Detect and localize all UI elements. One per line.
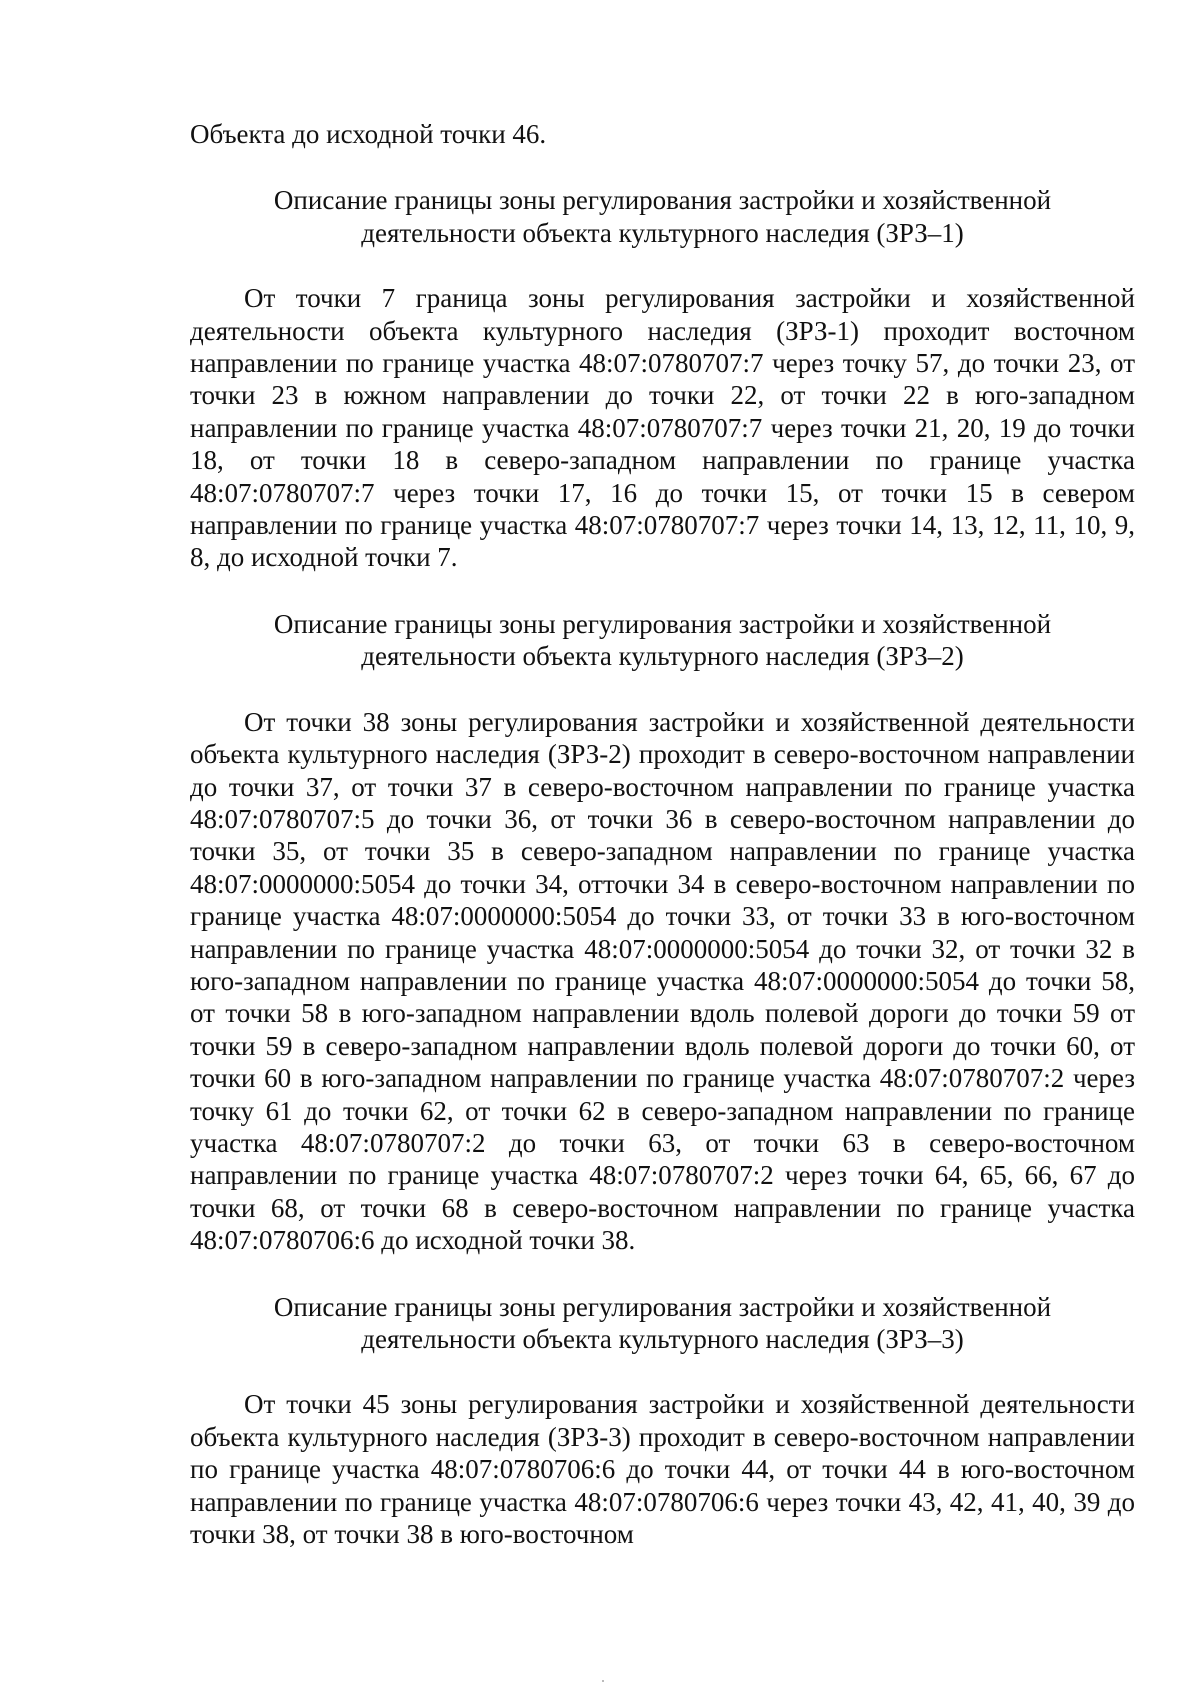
heading-line: деятельности объекта культурного наследия (ЗРЗ–2)	[361, 641, 964, 672]
scan-speck	[602, 1680, 604, 1682]
heading-line: деятельности объекта культурного наследия (ЗРЗ–3)	[361, 1324, 964, 1354]
section-heading-zrz-3	[190, 1291, 1135, 1356]
section-body-zrz-2: От точки 38 зоны регулирования застройки и хозяйственной деятельности объекта культурного наследия (ЗРЗ-2) проходит в северо-восточном направлении до точки 37, от точки 37 в северо-восточном направлении по границе участка 48:07:0780707:5 до точки 36, от точки 36 в северо-восточном направлении до точки 35, от точки 35 в северо-западном направлении по границе участка 48:07:0000000:5054 до точки 34, отточки 34 в северо-восточном направлении по границе участка 48:07:0000000:5054 до точки 33, от точки 33 в юго-восточном направлении по границе участка 48:07:0000000:5054 до точки 32, от точки 32 в юго-западном направлении по границе участка 48:07:0000000:5054 до точки 58, от точки 58 в юго-западном направлении вдоль полевой дороги до точки 59 от точки 59 в северо-западном направлении вдоль полевой дороги до точки 60, от точки 60 в юго-западном направлении по границе участка 48:07:0780707:2 через точку 61 до точки 62, от точки 62 в северо-западном направлении по границе участка 48:07:0780707:2 до точки 63, от точки 63 в северо-восточном направлении по границе участка 48:07:0780707:2 через точки 64, 65, 66, 67 до точки 68, от точки 68 в северо-восточном направлении по границе участка 48:07:0780706:6 до исходной точки 38.	[190, 706, 1135, 1256]
heading-line: Описание границы зоны регулирования застройки и хозяйственной	[273, 185, 1052, 216]
section-heading-zrz-2	[190, 608, 1135, 673]
document-page	[190, 118, 1135, 1550]
intro-line: Объекта до исходной точки 46.	[190, 119, 547, 149]
section-body-zrz-1: От точки 7 граница зоны регулирования застройки и хозяйственной деятельности объекта культурного наследия (ЗРЗ-1) проходит восточном направлении по границе участка 48:07:0780707:7 через точку 57, до точки 23, от точки 23 в южном направлении до точки 22, от точки 22 в юго-западном направлении по границе участка 48:07:0780707:7 через точки 21, 20, 19 до точки 18, от точки 18 в северо-западном направлении по границе участка 48:07:0780707:7 через точки 17, 16 до точки 15, от точки 15 в севером направлении по границе участка 48:07:0780707:7 через точки 14, 13, 12, 11, 10, 9, 8, до исходной точки 7.	[190, 283, 1135, 573]
heading-line: деятельности объекта культурного наследия (ЗРЗ–1)	[361, 217, 964, 248]
section-body-zrz-3: От точки 45 зоны регулирования застройки и хозяйственной деятельности объекта культурного наследия (ЗРЗ-3) проходит в северо-восточном направлении по границе участка 48:07:0780706:6 до точки 44, от точки 44 в юго-восточном направлении по границе участка 48:07:0780706:6 через точки 43, 42, 41, 40, 39 до точки 38, от точки 38 в юго-восточном	[190, 1389, 1135, 1550]
heading-line: Описание границы зоны регулирования застройки и хозяйственной	[273, 1291, 1052, 1322]
heading-line: Описание границы зоны регулирования застройки и хозяйственной	[273, 608, 1052, 639]
section-heading-zrz-1	[190, 184, 1135, 249]
